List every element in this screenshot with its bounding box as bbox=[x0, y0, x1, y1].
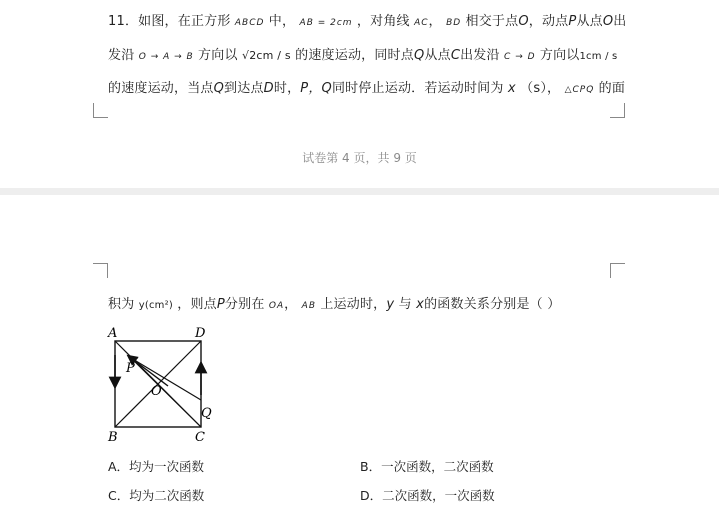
square-figure bbox=[100, 325, 230, 445]
margin-corner-bottom-right bbox=[610, 103, 625, 118]
question-line-3: 的速度运动，当点Q到达点D时，P，Q同时停止运动．若运动时间为 x （s）， △CPQ 的面 bbox=[108, 81, 626, 96]
label-p: P bbox=[126, 361, 135, 376]
question-line-2: 发沿 O → A → B 方向以 √2cm / s 的速度运动，同时点Q从点C出发沿 C → D 方向以1cm / s bbox=[108, 48, 618, 63]
label-d: D bbox=[195, 326, 206, 341]
option-b[interactable]: B．一次函数，二次函数 bbox=[360, 459, 494, 474]
question-number: 11．如图，在正方形 bbox=[108, 14, 231, 29]
label-c: C bbox=[195, 430, 205, 445]
option-c[interactable]: C．均为二次函数 bbox=[108, 488, 205, 503]
question-line-4: 积为 y(cm²) ，则点P分别在 OA， AB 上运动时，y 与 x的函数关系分别是（ ） bbox=[108, 297, 561, 312]
page-separator bbox=[0, 188, 719, 195]
margin-corner-bottom-left bbox=[93, 103, 108, 118]
arrow-to-p bbox=[131, 358, 168, 386]
label-o: O bbox=[151, 384, 162, 399]
segment-qp bbox=[131, 358, 201, 400]
segment-pc bbox=[131, 358, 201, 427]
page-footer: 试卷第 4 页，共 9 页 bbox=[302, 151, 417, 165]
option-d[interactable]: D．二次函数，一次函数 bbox=[360, 488, 495, 503]
option-a[interactable]: A．均为一次函数 bbox=[108, 459, 205, 474]
page-5 bbox=[0, 195, 719, 514]
margin-corner-top-left bbox=[93, 263, 108, 278]
label-q: Q bbox=[201, 406, 212, 421]
question-line-1: 11．如图，在正方形 ABCD 中， AB = 2cm ，对角线 AC， BD 相交于点O，动点P从点O出 bbox=[108, 14, 627, 29]
label-a: A bbox=[108, 326, 118, 341]
label-b: B bbox=[108, 430, 118, 445]
page-4 bbox=[0, 0, 719, 188]
margin-corner-top-right bbox=[610, 263, 625, 278]
